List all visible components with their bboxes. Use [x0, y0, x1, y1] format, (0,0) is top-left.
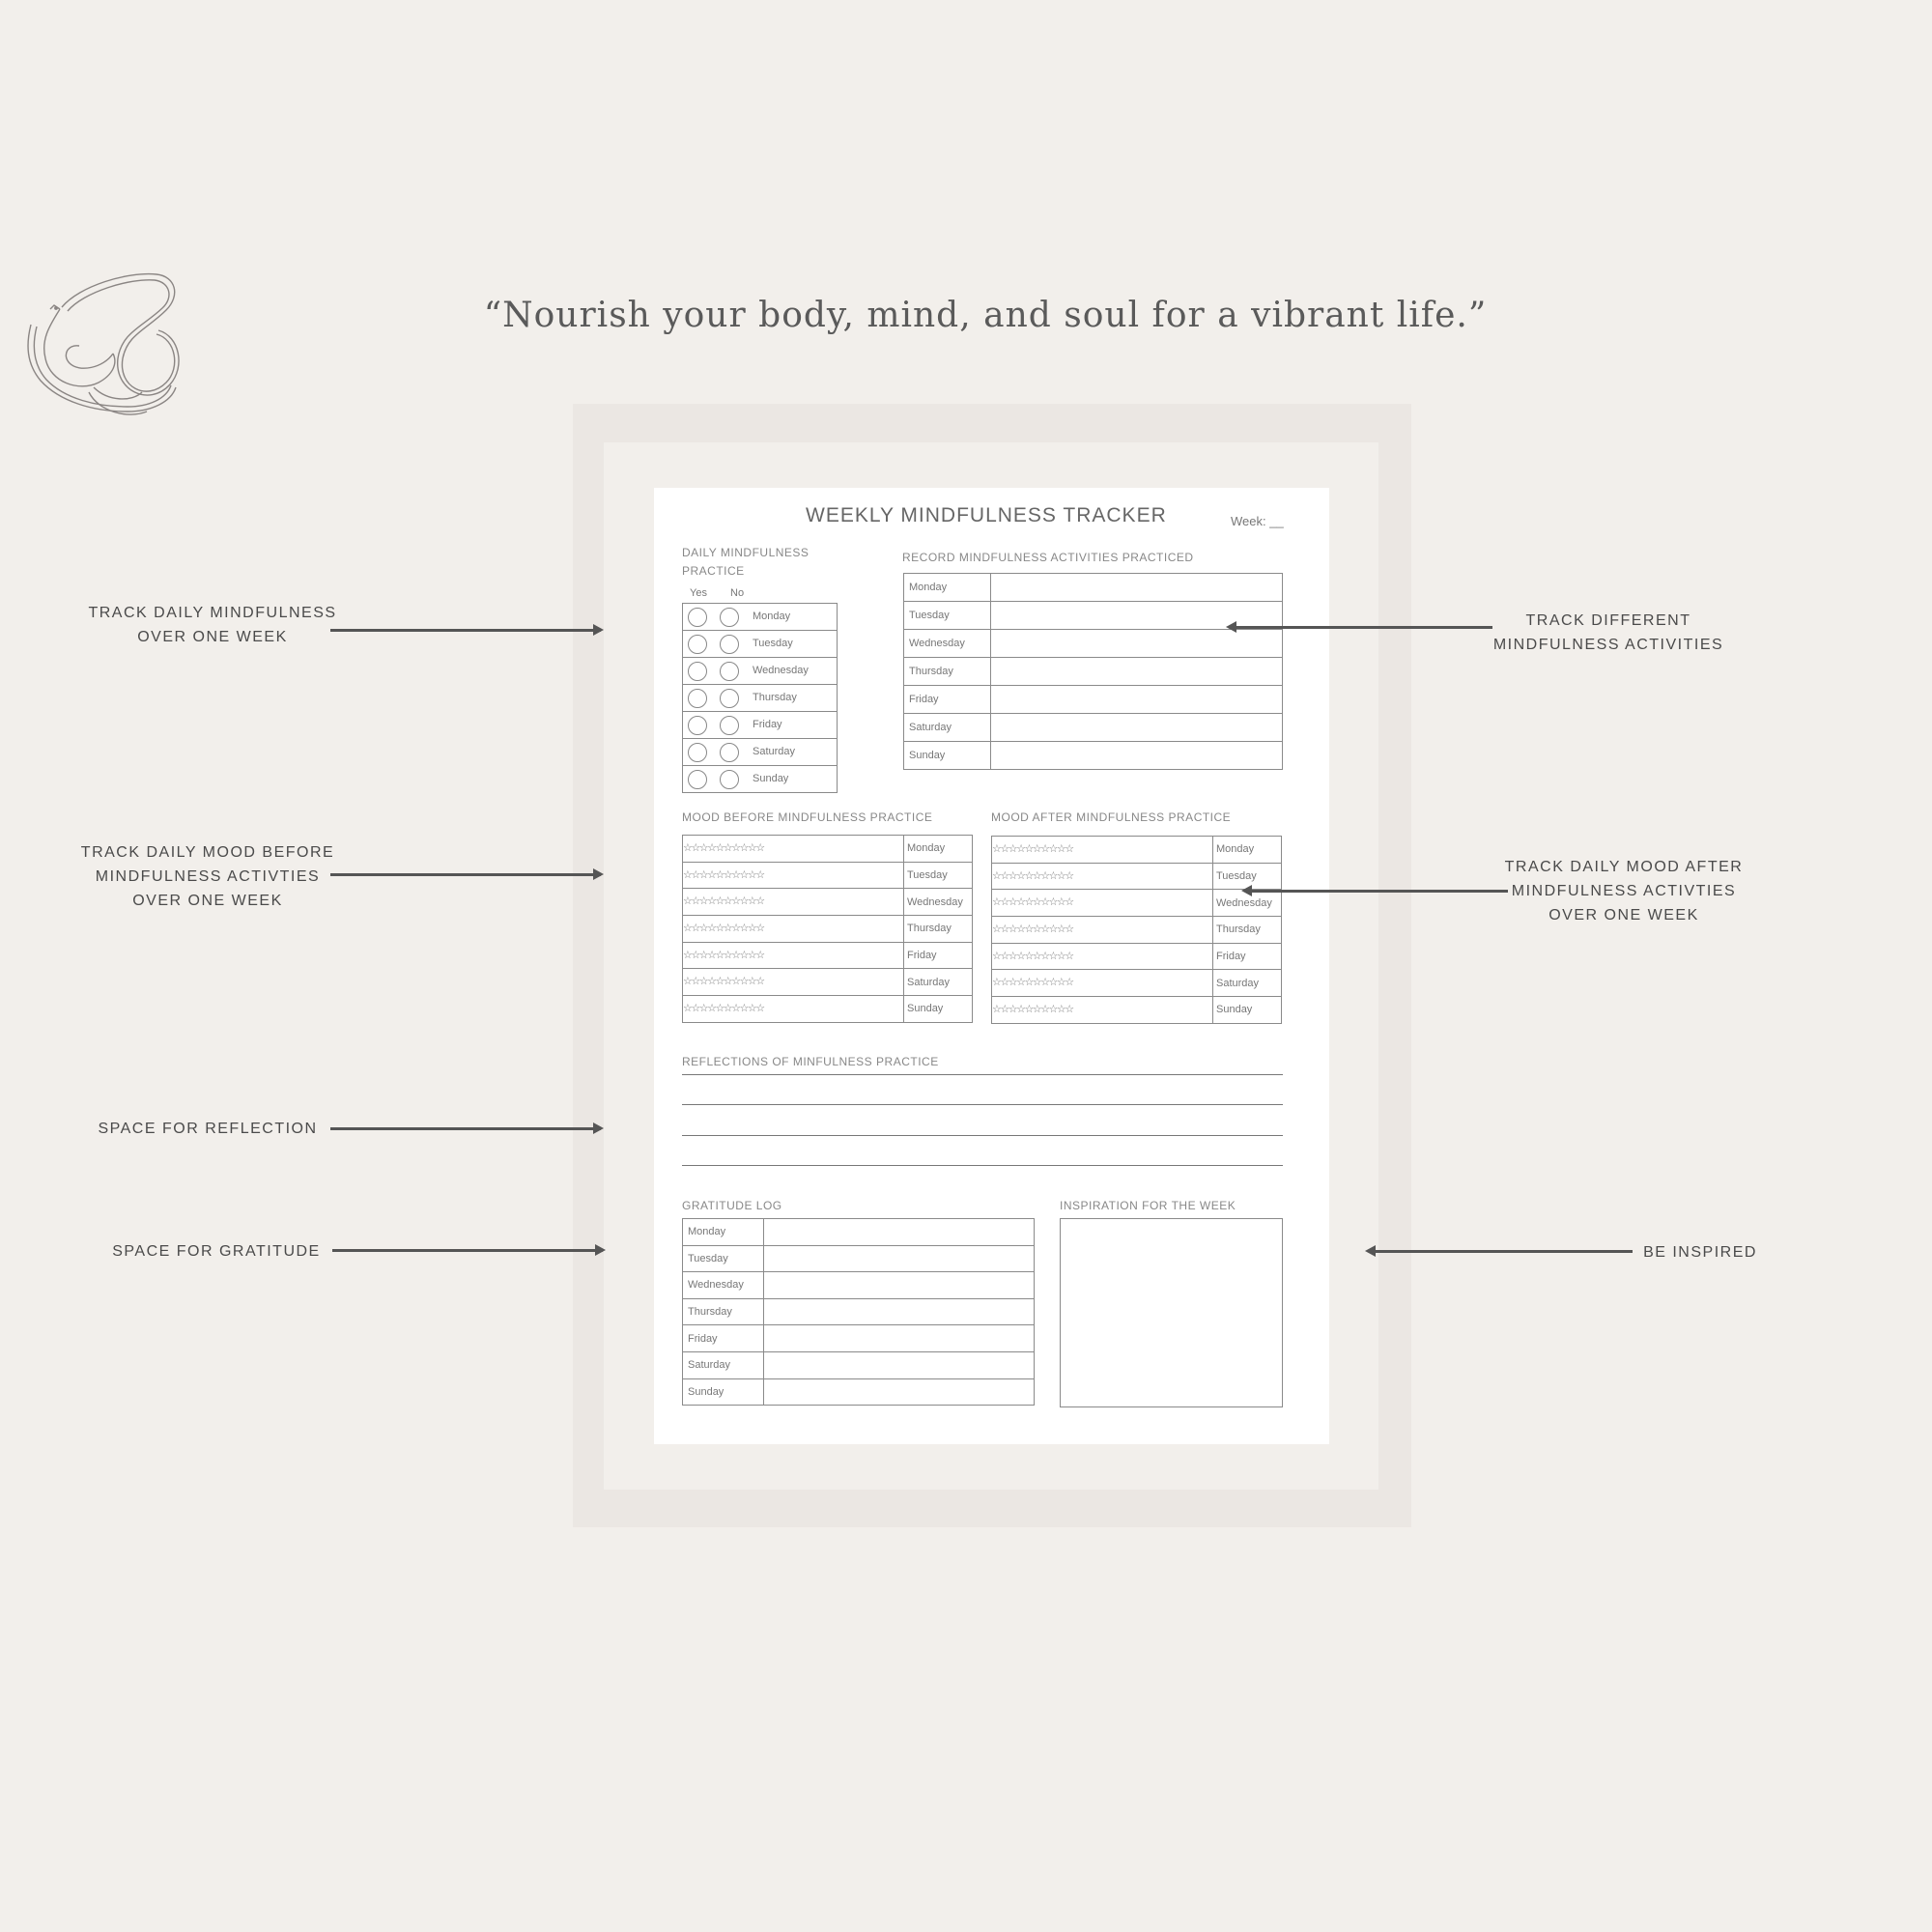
- day-label: Thursday: [683, 1298, 764, 1325]
- day-label: Friday: [904, 942, 973, 969]
- day-label: Sunday: [904, 742, 991, 770]
- quote: “Nourish your body, mind, and soul for a vibrant life.”: [483, 296, 1488, 335]
- day-label: Friday: [753, 719, 782, 731]
- day-label: Monday: [904, 574, 991, 602]
- day-label: Monday: [683, 1219, 764, 1246]
- table-row: [904, 574, 1283, 602]
- daily-row-cell: [683, 712, 838, 739]
- activity-input[interactable]: [991, 658, 1283, 686]
- gratitude-input[interactable]: [764, 1219, 1035, 1246]
- star-rating[interactable]: ☆☆☆☆☆☆☆☆☆☆: [992, 970, 1213, 997]
- table-row: [683, 889, 973, 916]
- gratitude-input[interactable]: [764, 1351, 1035, 1378]
- reflection-line: [682, 1165, 1283, 1166]
- daily-practice-table: [682, 603, 838, 793]
- arrow-left-icon: [1365, 1245, 1376, 1257]
- no-checkbox[interactable]: [720, 716, 739, 735]
- daily-row-cell: [683, 739, 838, 766]
- gratitude-input[interactable]: [764, 1378, 1035, 1406]
- note-line: SPACE FOR REFLECTION: [98, 1121, 318, 1137]
- day-label: Wednesday: [1213, 890, 1282, 917]
- table-row: [992, 997, 1282, 1024]
- day-label: Sunday: [683, 1378, 764, 1406]
- yes-checkbox[interactable]: [688, 716, 707, 735]
- table-row: [683, 969, 973, 996]
- table-row: [992, 917, 1282, 944]
- day-label: Saturday: [904, 714, 991, 742]
- note-line: MINDFULNESS ACTIVTIES: [95, 868, 321, 885]
- daily-row-cell: [683, 631, 838, 658]
- day-label: Saturday: [683, 1351, 764, 1378]
- note-line: TRACK DAILY MINDFULNESS: [88, 605, 337, 621]
- note-line: TRACK DAILY MOOD BEFORE: [80, 844, 335, 861]
- table-row: [683, 1325, 1035, 1352]
- day-label: Tuesday: [753, 638, 793, 650]
- yes-checkbox[interactable]: [688, 743, 707, 762]
- arrow-line: [1236, 626, 1492, 629]
- activity-input[interactable]: [991, 714, 1283, 742]
- arrow-right-icon: [593, 868, 604, 880]
- day-label: Saturday: [753, 746, 796, 758]
- day-label: Wednesday: [683, 1272, 764, 1299]
- arrow-line: [1252, 890, 1508, 893]
- mood-after-table: [991, 836, 1282, 1024]
- table-row: [992, 863, 1282, 890]
- daily-row-cell: [683, 766, 838, 793]
- yes-checkbox[interactable]: [688, 635, 707, 654]
- yes-checkbox[interactable]: [688, 770, 707, 789]
- activity-input[interactable]: [991, 574, 1283, 602]
- gratitude-input[interactable]: [764, 1272, 1035, 1299]
- table-row: [904, 658, 1283, 686]
- table-row: [992, 970, 1282, 997]
- gratitude-label: GRATITUDE LOG: [682, 1199, 782, 1212]
- arrow-line: [330, 873, 601, 876]
- reflection-line: [682, 1074, 1283, 1075]
- day-label: Saturday: [1213, 970, 1282, 997]
- day-label: Thursday: [904, 916, 973, 943]
- table-row: [904, 742, 1283, 770]
- no-checkbox[interactable]: [720, 662, 739, 681]
- gratitude-table: [682, 1218, 1035, 1406]
- table-row: [683, 631, 838, 658]
- day-label: Tuesday: [683, 1245, 764, 1272]
- table-row: [683, 942, 973, 969]
- day-label: Sunday: [753, 773, 789, 785]
- mood-before-label: MOOD BEFORE MINDFULNESS PRACTICE: [682, 810, 933, 824]
- table-row: [683, 996, 973, 1023]
- table-row: [683, 836, 973, 863]
- table-row: [683, 766, 838, 793]
- arrow-line: [330, 1127, 601, 1130]
- activities-table: [903, 573, 1283, 770]
- daily-row-cell: [683, 685, 838, 712]
- note-mood-after: [1489, 855, 1759, 927]
- star-rating[interactable]: ☆☆☆☆☆☆☆☆☆☆: [992, 997, 1213, 1024]
- arrow-line: [1376, 1250, 1633, 1253]
- table-row: [904, 714, 1283, 742]
- note-line: TRACK DIFFERENT: [1525, 612, 1691, 629]
- star-rating[interactable]: ☆☆☆☆☆☆☆☆☆☆: [992, 917, 1213, 944]
- day-label: Sunday: [1213, 997, 1282, 1024]
- day-label: Tuesday: [1213, 863, 1282, 890]
- star-rating[interactable]: ☆☆☆☆☆☆☆☆☆☆: [683, 996, 904, 1023]
- day-label: Tuesday: [904, 602, 991, 630]
- day-label: Tuesday: [904, 862, 973, 889]
- table-row: [992, 890, 1282, 917]
- inspiration-label: INSPIRATION FOR THE WEEK: [1060, 1199, 1236, 1212]
- table-row: [904, 630, 1283, 658]
- reflection-line: [682, 1135, 1283, 1136]
- daily-row-cell: [683, 604, 838, 631]
- day-label: Wednesday: [904, 630, 991, 658]
- table-row: [683, 739, 838, 766]
- tracker-title: WEEKLY MINDFULNESS TRACKER: [806, 504, 1167, 526]
- day-label: Thursday: [753, 692, 797, 704]
- table-row: [683, 1298, 1035, 1325]
- no-checkbox[interactable]: [720, 743, 739, 762]
- day-label: Wednesday: [904, 889, 973, 916]
- daily-practice-label-line-1: DAILY MINDFULNESS: [682, 546, 810, 559]
- arrow-right-icon: [595, 1244, 606, 1256]
- day-label: Monday: [904, 836, 973, 863]
- no-checkbox[interactable]: [720, 770, 739, 789]
- note-line: MINDFULNESS ACTIVITIES: [1492, 637, 1724, 653]
- activity-input[interactable]: [991, 686, 1283, 714]
- table-row: [683, 916, 973, 943]
- day-label: Wednesday: [753, 665, 809, 677]
- note-line: BE INSPIRED: [1643, 1244, 1757, 1261]
- note-reflection: [72, 1117, 343, 1141]
- arrow-left-icon: [1241, 885, 1252, 896]
- table-row: [683, 1378, 1035, 1406]
- arrow-right-icon: [593, 624, 604, 636]
- table-row: [992, 837, 1282, 864]
- note-line: TRACK DAILY MOOD AFTER: [1504, 859, 1744, 875]
- no-checkbox[interactable]: [720, 635, 739, 654]
- day-label: Friday: [904, 686, 991, 714]
- star-rating[interactable]: ☆☆☆☆☆☆☆☆☆☆: [992, 837, 1213, 864]
- star-rating[interactable]: ☆☆☆☆☆☆☆☆☆☆: [683, 916, 904, 943]
- week-field: Week: __: [1231, 514, 1284, 528]
- mood-before-table: [682, 835, 973, 1023]
- star-rating[interactable]: ☆☆☆☆☆☆☆☆☆☆: [683, 836, 904, 863]
- table-row: [683, 1245, 1035, 1272]
- table-row: [992, 943, 1282, 970]
- activities-label: RECORD MINDFULNESS ACTIVITIES PRACTICED: [902, 551, 1194, 564]
- note-line: OVER ONE WEEK: [1548, 907, 1699, 923]
- star-rating[interactable]: ☆☆☆☆☆☆☆☆☆☆: [683, 969, 904, 996]
- day-label: Friday: [1213, 943, 1282, 970]
- day-label: Thursday: [904, 658, 991, 686]
- table-row: [683, 1351, 1035, 1378]
- note-mood-before: [72, 840, 343, 913]
- star-rating[interactable]: ☆☆☆☆☆☆☆☆☆☆: [683, 889, 904, 916]
- no-checkbox[interactable]: [720, 608, 739, 627]
- star-rating[interactable]: ☆☆☆☆☆☆☆☆☆☆: [683, 862, 904, 889]
- activity-input[interactable]: [991, 630, 1283, 658]
- note-line: SPACE FOR GRATITUDE: [112, 1243, 321, 1260]
- star-rating[interactable]: ☆☆☆☆☆☆☆☆☆☆: [992, 890, 1213, 917]
- note-line: OVER ONE WEEK: [132, 893, 283, 909]
- note-line: MINDFULNESS ACTIVTIES: [1511, 883, 1737, 899]
- day-label: Friday: [683, 1325, 764, 1352]
- gratitude-input[interactable]: [764, 1325, 1035, 1352]
- note-gratitude: [81, 1239, 352, 1264]
- table-row: [683, 658, 838, 685]
- note-activities: [1473, 609, 1744, 657]
- no-checkbox[interactable]: [720, 689, 739, 708]
- snake-logo-icon: [21, 267, 190, 426]
- star-rating[interactable]: ☆☆☆☆☆☆☆☆☆☆: [992, 943, 1213, 970]
- reflection-line: [682, 1104, 1283, 1105]
- arrow-line: [332, 1249, 603, 1252]
- reflections-label: REFLECTIONS OF MINFULNESS PRACTICE: [682, 1055, 939, 1068]
- activity-input[interactable]: [991, 742, 1283, 770]
- table-row: [683, 604, 838, 631]
- table-row: [683, 1219, 1035, 1246]
- yes-checkbox[interactable]: [688, 662, 707, 681]
- table-row: [683, 862, 973, 889]
- arrow-line: [330, 629, 601, 632]
- arrow-right-icon: [593, 1122, 604, 1134]
- day-label: Sunday: [904, 996, 973, 1023]
- yes-checkbox[interactable]: [688, 608, 707, 627]
- daily-practice-label: [682, 544, 809, 581]
- day-label: Thursday: [1213, 917, 1282, 944]
- note-line: OVER ONE WEEK: [137, 629, 288, 645]
- table-row: [683, 685, 838, 712]
- gratitude-input[interactable]: [764, 1298, 1035, 1325]
- mood-after-label: MOOD AFTER MINDFULNESS PRACTICE: [991, 810, 1232, 824]
- table-row: [904, 686, 1283, 714]
- gratitude-input[interactable]: [764, 1245, 1035, 1272]
- no-header: No: [730, 587, 745, 599]
- note-track-daily: [77, 601, 348, 649]
- daily-practice-label-line-2: PRACTICE: [682, 564, 745, 578]
- star-rating[interactable]: ☆☆☆☆☆☆☆☆☆☆: [992, 863, 1213, 890]
- daily-row-cell: [683, 658, 838, 685]
- table-row: [683, 712, 838, 739]
- day-label: Saturday: [904, 969, 973, 996]
- table-row: [683, 1272, 1035, 1299]
- inspiration-box: [1060, 1218, 1283, 1407]
- star-rating[interactable]: ☆☆☆☆☆☆☆☆☆☆: [683, 942, 904, 969]
- day-label: Monday: [1213, 837, 1282, 864]
- arrow-left-icon: [1226, 621, 1236, 633]
- yes-checkbox[interactable]: [688, 689, 707, 708]
- day-label: Monday: [753, 611, 791, 623]
- yes-header: Yes: [690, 587, 707, 599]
